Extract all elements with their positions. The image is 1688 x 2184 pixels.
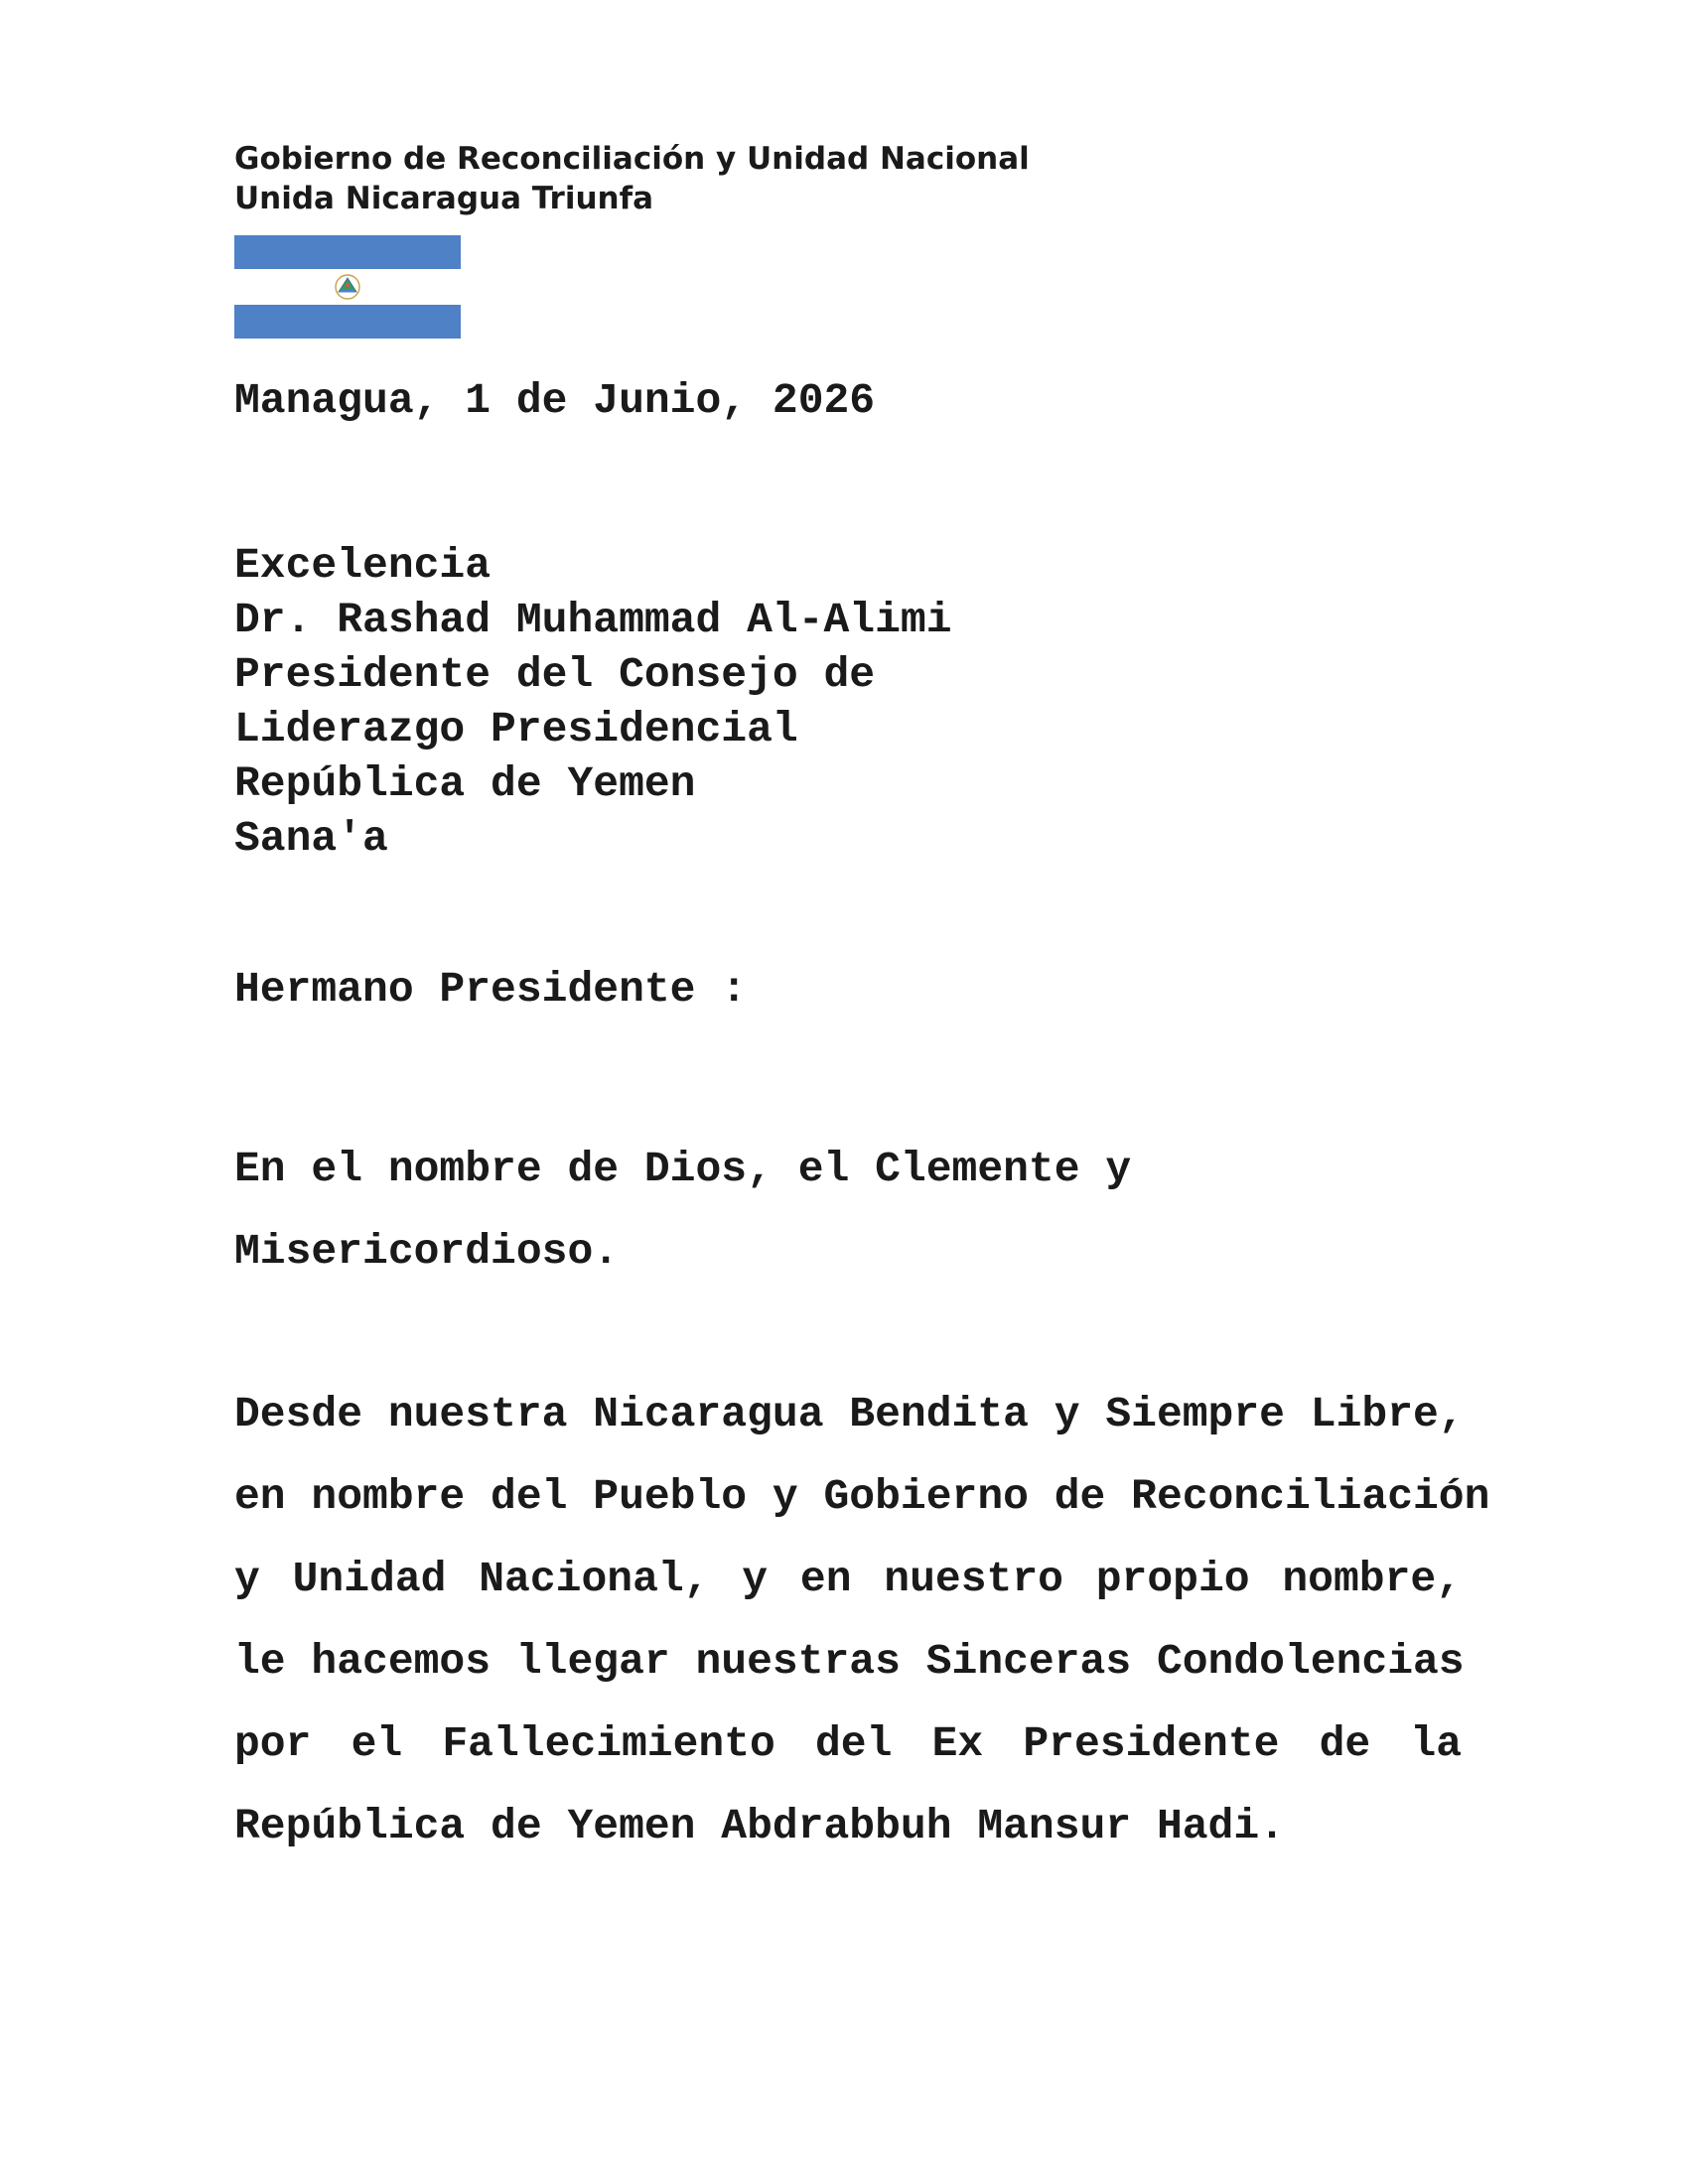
body-line: y Unidad Nacional, y en nuestro propio nombre, (234, 1555, 1462, 1603)
letterhead-government-name: Gobierno de Reconciliación y Unidad Nacional (234, 141, 1030, 177)
body-line: por el Fallecimiento del Ex Presidente de la (234, 1719, 1462, 1768)
letter-date: Managua, 1 de Junio, 2026 (234, 376, 876, 425)
invocation-line: En el nombre de Dios, el Clemente y (234, 1145, 1132, 1193)
body-line: Desde nuestra Nicaragua Bendita y Siempre Libre, (234, 1390, 1465, 1438)
flag-band-bottom (234, 305, 461, 339)
recipient-line: Sana'a (234, 814, 388, 863)
body-line: República de Yemen Abdrabbuh Mansur Hadi. (234, 1802, 1285, 1850)
recipient-line: Presidente del Consejo de (234, 650, 876, 699)
letter-body-paragraph (234, 1373, 1490, 1867)
recipient-line: Dr. Rashad Muhammad Al-Alimi (234, 596, 952, 644)
invocation-line: Misericordioso. (234, 1227, 620, 1276)
salutation: Hermano Presidente : (234, 965, 748, 1014)
coat-of-arms-icon (333, 271, 362, 303)
recipient-block (234, 538, 952, 866)
letterhead (234, 139, 1030, 218)
letterhead-slogan: Unida Nicaragua Triunfa (234, 181, 654, 216)
body-line: en nombre del Pueblo y Gobierno de Reconciliación (234, 1472, 1490, 1521)
flag-band-top (234, 235, 461, 269)
recipient-line: Excelencia (234, 541, 492, 590)
body-line: le hacemos llegar nuestras Sinceras Condolencias (234, 1637, 1465, 1686)
invocation (234, 1128, 1131, 1293)
nicaragua-flag-icon (234, 235, 461, 339)
recipient-line: República de Yemen (234, 759, 696, 808)
recipient-line: Liderazgo Presidencial (234, 705, 798, 753)
